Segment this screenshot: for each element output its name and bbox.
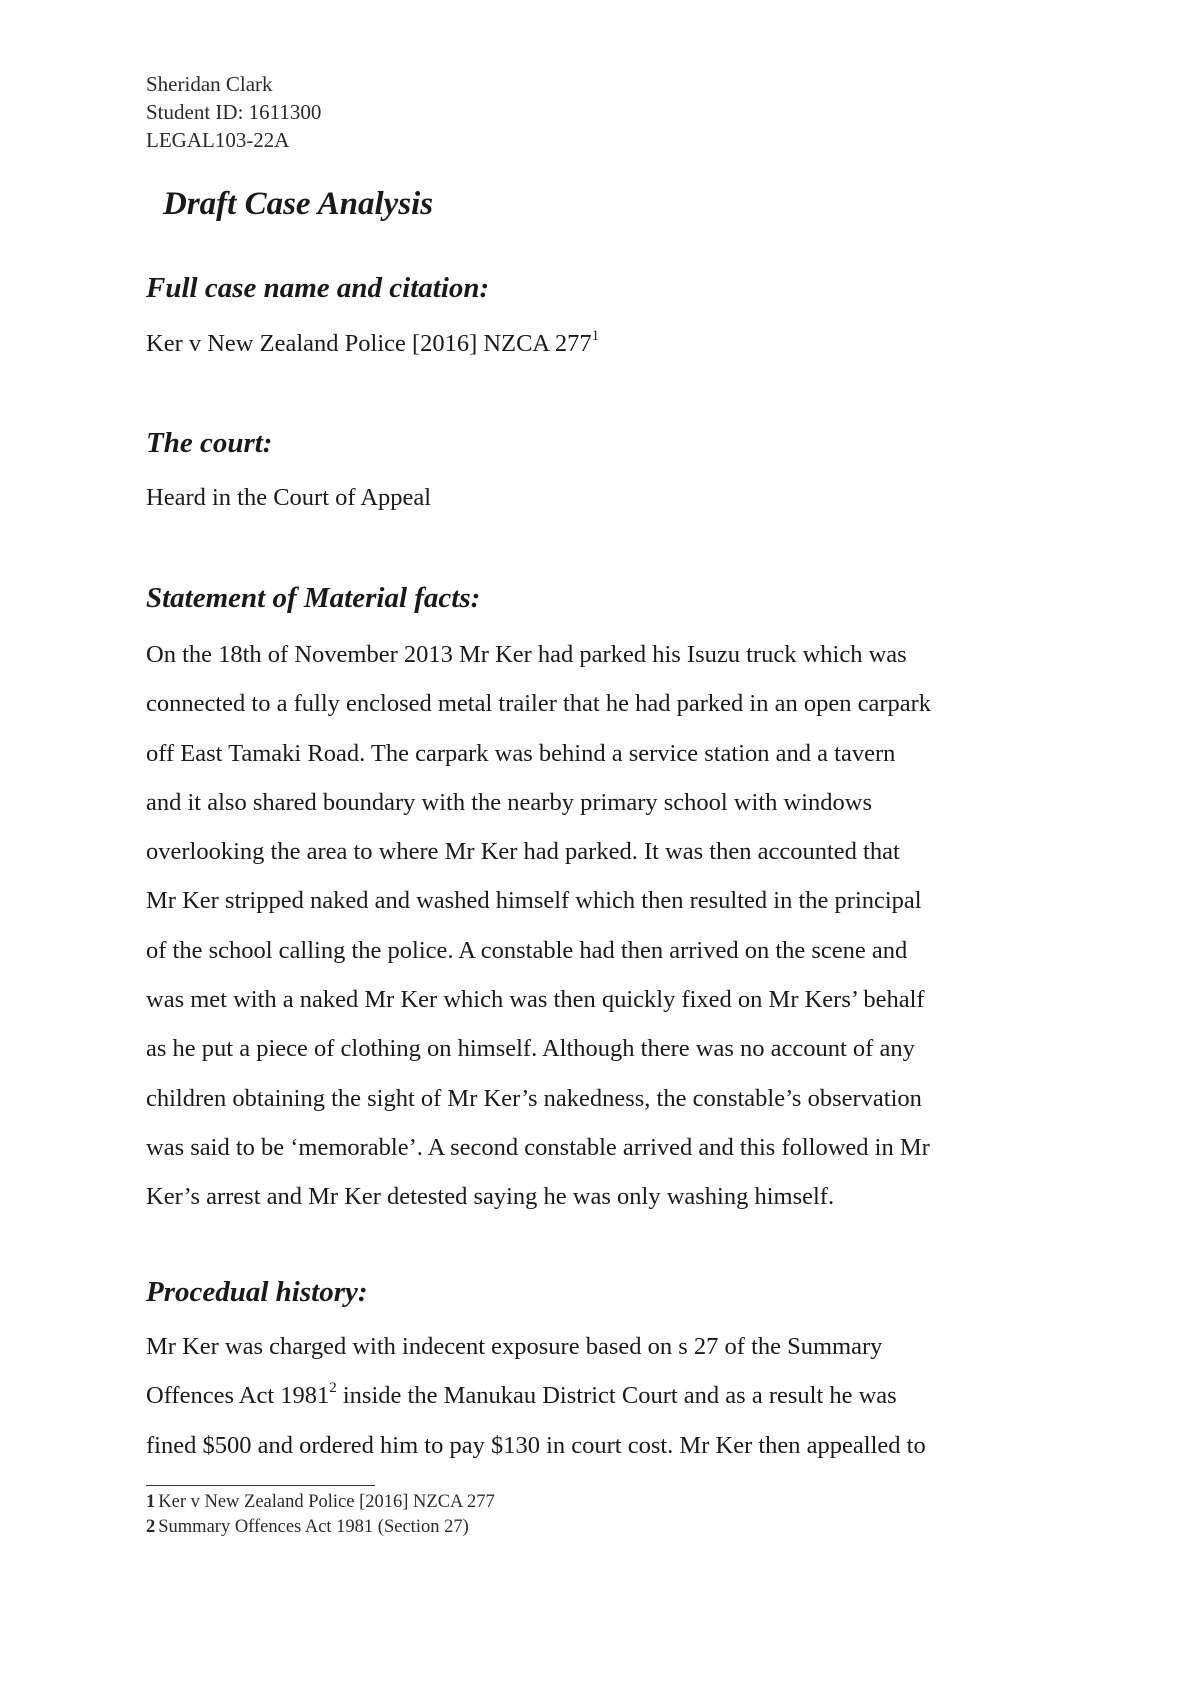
student-id: Student ID: 1611300 (146, 100, 322, 124)
procedural-line: Mr Ker was charged with indecent exposure based on s 27 of the Summary (146, 1333, 883, 1360)
procedural-line (146, 1371, 1086, 1420)
court-heading: The court: (146, 427, 273, 459)
procedural-line: fined $500 and ordered him to pay $130 in court cost. Mr Ker then appealled to (146, 1431, 926, 1459)
course-code: LEGAL103-22A (146, 128, 290, 152)
facts-line: off East Tamaki Road. The carpark was behind a service station and a tavern (146, 739, 896, 767)
footnotes (146, 1490, 495, 1540)
facts-line: children obtaining the sight of Mr Ker’s nakedness, the constable’s observation (146, 1084, 922, 1112)
case-name-heading: Full case name and citation: (146, 272, 490, 304)
document-title: Draft Case Analysis (163, 186, 434, 222)
procedural-line-part: Offences Act 1981 (146, 1382, 330, 1410)
footnote-text: Summary Offences Act 1981 (Section 27) (158, 1517, 469, 1537)
procedural-history-paragraph (146, 1322, 1086, 1470)
case-citation-text: Ker v New Zealand Police [2016] NZCA 277 (146, 330, 592, 357)
facts-line: Mr Ker stripped naked and washed himself which then resulted in the principal (146, 887, 922, 915)
facts-line: On the 18th of November 2013 Mr Ker had parked his Isuzu truck which was (146, 641, 907, 668)
court-text: Heard in the Court of Appeal (146, 484, 432, 511)
procedural-history-heading: Procedual history: (146, 1276, 368, 1308)
footnote-ref-2[interactable]: 2 (329, 1380, 337, 1397)
footnote-number: 1 (146, 1492, 156, 1512)
footnote-ref-1[interactable]: 1 (591, 327, 600, 344)
facts-line: connected to a fully enclosed metal trailer that he had parked in an open carpark (146, 690, 932, 718)
procedural-line-part: inside the Manukau District Court and as a result he was (336, 1382, 897, 1410)
footnote-item (146, 1515, 495, 1540)
facts-paragraph (146, 630, 1086, 1222)
facts-line: as he put a piece of clothing on himself. Although there was no account of any (146, 1035, 915, 1063)
footnote-text: Ker v New Zealand Police [2016] NZCA 277 (158, 1492, 495, 1512)
facts-line: and it also shared boundary with the nearby primary school with windows (146, 788, 873, 816)
facts-line: Ker’s arrest and Mr Ker detested saying he was only washing himself. (146, 1183, 835, 1211)
facts-line: of the school calling the police. A constable had then arrived on the scene and (146, 936, 908, 964)
author-name: Sheridan Clark (146, 72, 273, 96)
footnote-divider (146, 1485, 375, 1486)
facts-line: overlooking the area to where Mr Ker had parked. It was then accounted that (146, 838, 900, 866)
footnote-item (146, 1490, 495, 1515)
author-header (146, 70, 321, 154)
footnote-number: 2 (146, 1517, 156, 1537)
case-citation (146, 327, 600, 358)
facts-heading: Statement of Material facts: (146, 582, 481, 614)
facts-line: was said to be ‘memorable’. A second constable arrived and this followed in Mr (146, 1133, 930, 1161)
facts-line: was met with a naked Mr Ker which was then quickly fixed on Mr Kers’ behalf (146, 986, 925, 1014)
